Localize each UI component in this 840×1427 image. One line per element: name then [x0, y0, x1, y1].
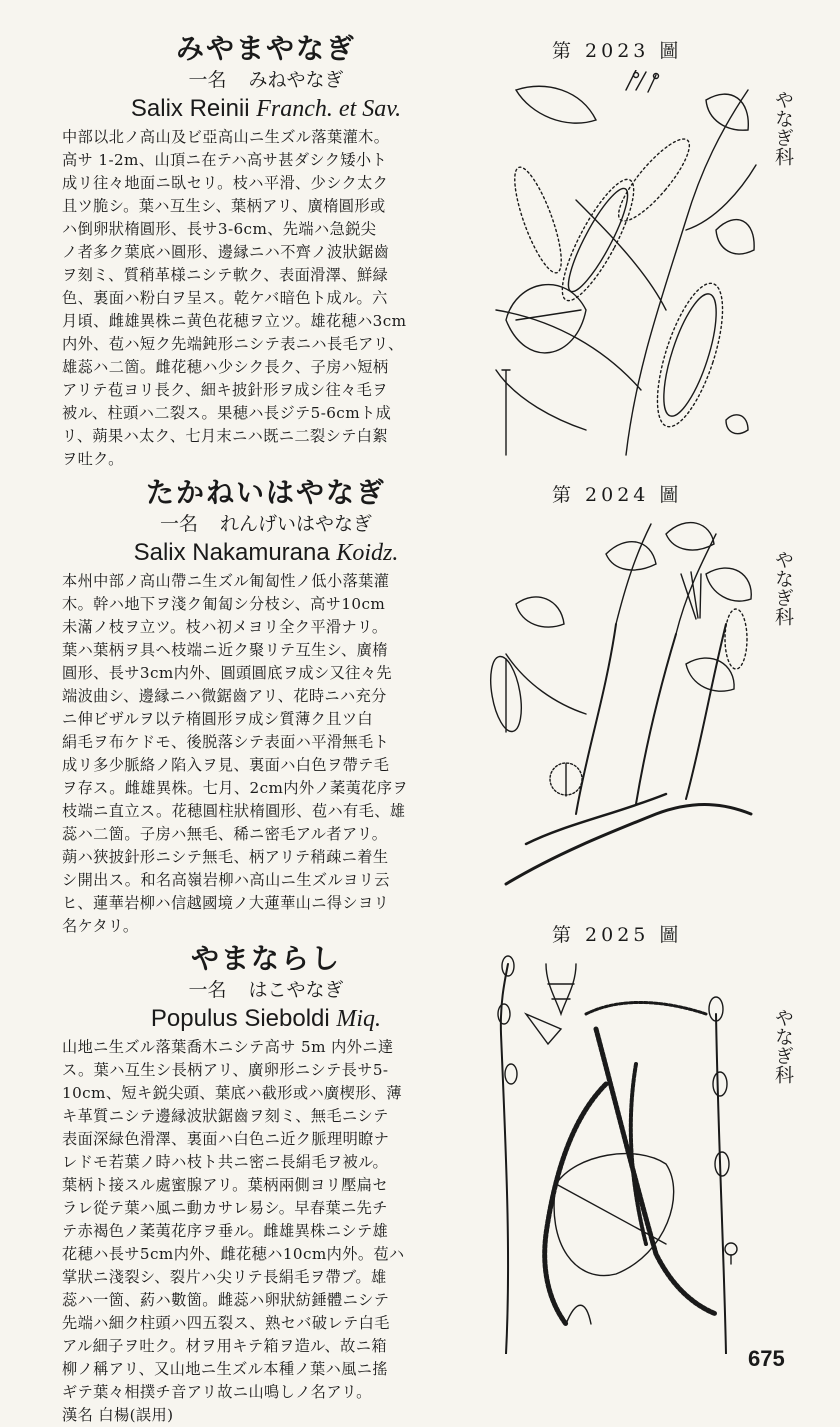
description-line: 本州中部ノ高山帶ニ生ズル匍匐性ノ低小落葉灌 — [62, 572, 390, 590]
description-line: ギテ葉々相撲チ音アリ故ニ山鳴しノ名アリ。 — [62, 1383, 372, 1401]
description-line: 名ケタリ。 — [62, 917, 139, 935]
description-line: レドモ若葉ノ時ハ枝ト共ニ密ニ長絹毛ヲ被ル。 — [62, 1153, 389, 1171]
description-line: 表面深緑色滑澤、裏面ハ白色ニ近ク脈理明瞭ナ — [62, 1130, 390, 1148]
plant-family-label: やなぎ科 — [772, 550, 794, 626]
description-line: アル細子ヲ吐ク。材ヲ用キテ箱ヲ造ル、故ニ箱 — [62, 1337, 387, 1355]
entry-2023 — [0, 30, 840, 468]
alias-label: 一名 — [188, 69, 227, 91]
description-line: 被ル、柱頭ハ二裂ス。果穂ハ長ジテ5-6cmト成 — [62, 404, 392, 422]
description-line: リ、蒴果ハ太ク、七月末ニハ既ニ二裂シテ白絮 — [62, 427, 388, 445]
japanese-name: たかねいはやなぎ — [145, 476, 386, 509]
entry-text — [62, 940, 470, 1427]
description-line: 10cm、短キ鋭尖頭、葉底ハ截形或ハ廣楔形、薄 — [62, 1084, 402, 1102]
description-line: ラレ從テ葉ハ風ニ動カサレ易シ。早春葉ニ先チ — [62, 1199, 388, 1217]
description-line: 蕊ハ二箇。子房ハ無毛、稀ニ密毛アル者アリ。 — [62, 825, 388, 843]
description-line: ヲ刻ミ、質稍革様ニシテ軟ク、表面滑澤、鮮緑 — [62, 266, 389, 284]
description-line: 内外、苞ハ短ク先端鈍形ニシテ表ニハ長毛アリ、 — [62, 335, 404, 353]
description-line: 且ツ脆シ。葉ハ互生シ、葉柄アリ、廣楕圓形或 — [62, 197, 386, 215]
description-line: 枝端ニ直立ス。花穂圓柱狀楕圓形、苞ハ有毛、雄 — [62, 802, 406, 820]
willow-branch-illustration — [486, 70, 758, 460]
entry-text — [62, 474, 470, 938]
page-number: 675 — [748, 1346, 785, 1371]
description-line: アリテ苞ヨリ長ク、細キ披針形ヲ成シ往々毛ヲ — [62, 381, 388, 399]
figure-number: 第 2025 圖 — [552, 924, 683, 946]
japanese-name: やまならし — [190, 942, 341, 975]
description-line: シ開出ス。和名高嶺岩柳ハ高山ニ生ズルヨリ云 — [62, 871, 390, 889]
description-line: テ赤褐色ノ葇荑花序ヲ垂ル。雌雄異株ニシテ雄 — [62, 1222, 389, 1240]
description-line: ス。葉ハ互生シ長柄アリ、廣卵形ニシテ長サ5- — [62, 1061, 389, 1079]
plant-family-label: やなぎ科 — [772, 90, 794, 166]
description — [62, 1036, 470, 1427]
description-line: 柳ノ稱アリ、又山地ニ生ズル本種ノ葉ハ風ニ搖 — [62, 1360, 388, 1378]
description-line: 未滿ノ枝ヲ立ツ。枝ハ初メヨリ全ク平滑ナリ。 — [62, 618, 388, 636]
figure-number: 第 2024 圖 — [552, 484, 683, 506]
description-line: 葉柄ト接スル處蜜腺アリ。葉柄兩側ヨリ壓扁セ — [62, 1176, 388, 1194]
latin-name — [62, 94, 470, 124]
alias-name: はこやなぎ — [248, 979, 344, 1001]
entry-2025 — [0, 914, 840, 1424]
latin-name — [62, 1004, 470, 1034]
description-line: 成リ往々地面ニ臥セリ。枝ハ平滑、少シク太ク — [62, 174, 389, 192]
alias-label: 一名 — [188, 979, 227, 1001]
description-line: ヲ存ス。雌雄異株。七月、2cm内外ノ葇荑花序ヲ — [62, 779, 408, 797]
description-line: 高サ 1-2m、山頂ニ在テハ高サ甚ダシク矮小ト — [62, 151, 388, 169]
latin-binomial: Populus Sieboldi — [150, 1005, 330, 1032]
description-line: 成リ多少脈絡ノ陷入ヲ見、裏面ハ白色ヲ帶テ毛 — [62, 756, 390, 774]
description-line: ヲ吐ク。 — [62, 450, 124, 468]
latin-author: Franch. et Sav. — [256, 96, 402, 122]
description-line: キ革質ニシテ邊縁波狀鋸齒ヲ刻ミ、無毛ニシテ — [62, 1107, 389, 1125]
description-line: ノ者多ク葉底ハ圓形、邊縁ニハ不齊ノ波狀鋸齒 — [62, 243, 390, 261]
latin-name — [62, 538, 470, 568]
aspen-catkin-illustration — [486, 954, 758, 1354]
description-line: 雄蕊ハ二箇。雌花穂ハ少シク長ク、子房ハ短柄 — [62, 358, 389, 376]
latin-binomial: Salix Nakamurana — [133, 539, 330, 566]
description-line: 中部以北ノ高山及ビ亞高山ニ生ズル落葉灌木。 — [62, 128, 390, 146]
description-line: 漢名 白楊(誤用) — [62, 1406, 174, 1424]
description-line: 色、裏面ハ粉白ヲ呈ス。乾ケバ暗色ト成ル。六 — [62, 289, 388, 307]
description-line: 葉ハ葉柄ヲ具ヘ枝端ニ近ク聚リテ互生シ、廣楕 — [62, 641, 388, 659]
alias-line — [62, 978, 470, 1002]
alias-name: みねやなぎ — [248, 69, 344, 91]
alias-name: れんげいはやなぎ — [220, 513, 373, 535]
alpine-willow-illustration — [486, 514, 758, 904]
description-line: 花穂ハ長サ5cm内外、雌花穂ハ10cm内外。苞ハ — [62, 1245, 405, 1263]
figure-number: 第 2023 圖 — [552, 40, 683, 62]
description-line: ヒ、蓮華岩柳ハ信越國境ノ大蓮華山ニ得シヨリ — [62, 894, 390, 912]
alias-line — [62, 512, 470, 536]
description-line: 蕊ハ一箇、葯ハ數箇。雌蕊ハ卵狀紡錘體ニシテ — [62, 1291, 390, 1309]
description-line: 掌狀ニ淺裂シ、裂片ハ尖リテ長絹毛ヲ帶ブ。雄 — [62, 1268, 387, 1286]
description-line: ニ伸ビザルヲ以テ楕圓形ヲ成シ質薄ク且ツ白 — [62, 710, 373, 728]
latin-author: Miq. — [336, 1006, 382, 1032]
entry-text — [62, 30, 470, 471]
latin-binomial: Salix Reinii — [130, 95, 250, 122]
latin-author: Koidz. — [336, 540, 399, 566]
description — [62, 126, 470, 471]
alias-line — [62, 68, 470, 92]
description-line: ハ倒卵狀楕圓形、長サ3-6cm、先端ハ急鋭尖 — [62, 220, 377, 238]
alias-label: 一名 — [159, 513, 198, 535]
plant-family-label: やなぎ科 — [772, 1008, 794, 1084]
description-line: 圓形、長サ3cm内外、圓頭圓底ヲ成シ又往々先 — [62, 664, 392, 682]
description — [62, 570, 470, 938]
description-line: 蒴ハ狹披針形ニシテ無毛、柄アリテ稍疎ニ着生 — [62, 848, 389, 866]
description-line: 山地ニ生ズル落葉喬木ニシテ高サ 5m 内外ニ達 — [62, 1038, 394, 1056]
description-line: 木。幹ハ地下ヲ淺ク匍匐シ分枝シ、高サ10cm — [62, 595, 386, 613]
japanese-name: みやまやなぎ — [175, 32, 356, 65]
description-line: 先端ハ細ク柱頭ハ四五裂ス、熟セバ破レテ白毛 — [62, 1314, 390, 1332]
description-line: 月頃、雌雄異株ニ黄色花穂ヲ立ツ。雄花穂ハ3cm — [62, 312, 407, 330]
description-line: 端波曲シ、邊縁ニハ微鋸齒アリ、花時ニハ充分 — [62, 687, 387, 705]
description-line: 絹毛ヲ布ケドモ、後脱落シテ表面ハ平滑無毛ト — [62, 733, 390, 751]
